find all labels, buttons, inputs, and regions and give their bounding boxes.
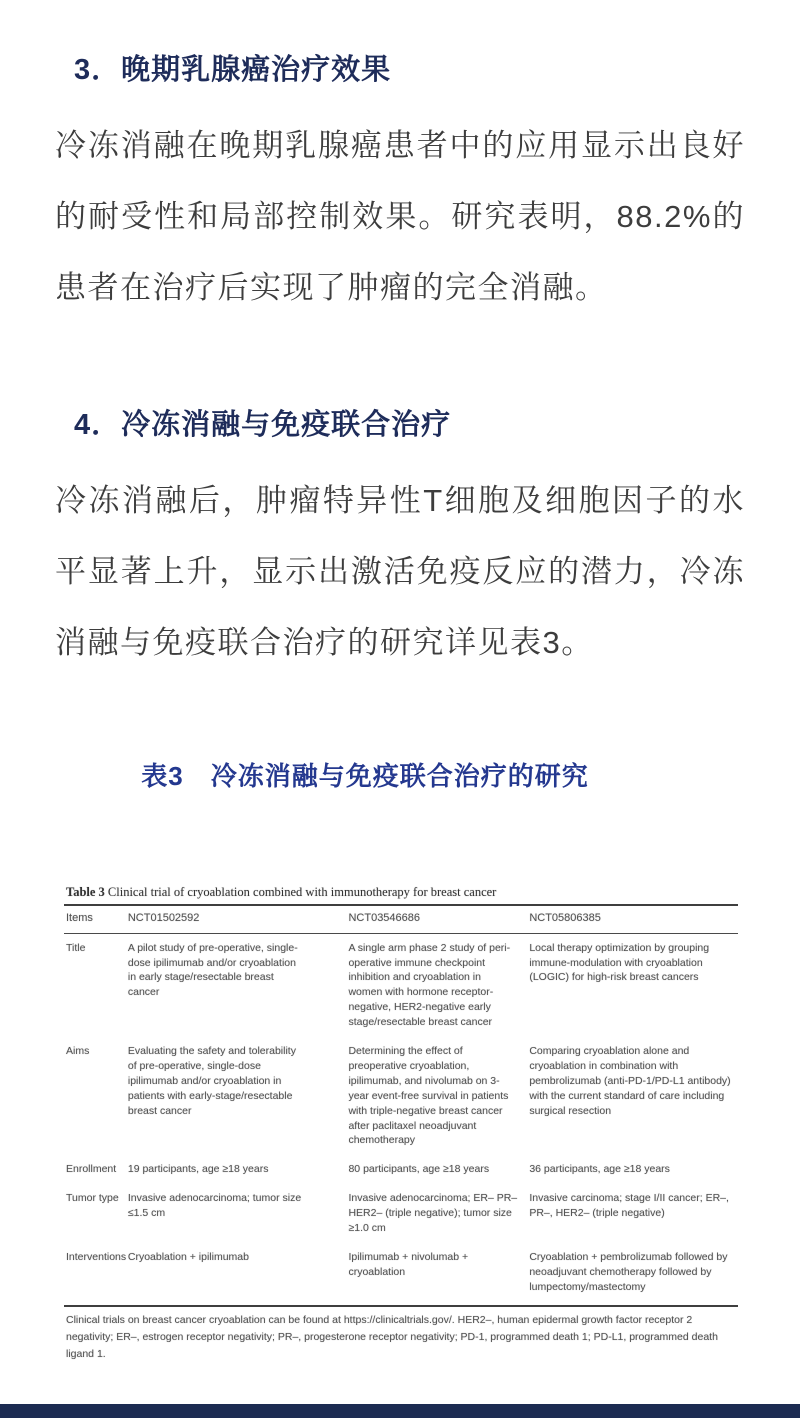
cell-enrollment-3: 36 participants, age ≥18 years xyxy=(529,1163,670,1176)
cell-tumor-type-3: Invasive carcinoma; stage I/II cancer; ER–, PR–, HER2– (triple negative) xyxy=(529,1192,729,1220)
section-4-heading: 4．冷冻消融与免疫联合治疗 xyxy=(74,409,452,441)
header-nct03546686: NCT03546686 xyxy=(346,905,527,933)
section-3-paragraph: 冷冻消融在晚期乳腺癌患者中的应用显示出良好的耐受性和局部控制效果。研究表明，88.2%的患者在治疗后实现了肿瘤的完全消融。 xyxy=(55,128,745,305)
cell-interventions-2: Ipilimumab + nivolumab + cryoablation xyxy=(348,1251,469,1278)
row-label-title: Title xyxy=(66,941,86,954)
header-nct01502592: NCT01502592 xyxy=(126,905,347,933)
cell-tumor-type-2: Invasive adenocarcinoma; ER– PR– HER2– (triple negative); tumor size ≥1.0 cm xyxy=(348,1192,518,1235)
table-row xyxy=(64,1184,738,1243)
row-label-interventions: Interventions xyxy=(66,1251,127,1264)
table-row xyxy=(64,1243,738,1306)
header-items: Items xyxy=(64,905,126,933)
cell-interventions-3: Cryoablation + pembrolizumab followed by neoadjuvant chemotherapy followed by lumpectomy/mastectomy xyxy=(529,1251,728,1293)
cell-title-1: A pilot study of pre-operative, single-dose ipilimumab and/or cryoablation in early stage/resectable breast cancer xyxy=(127,941,298,999)
row-label-aims: Aims xyxy=(66,1045,90,1058)
clinical-trials-table xyxy=(64,904,738,1307)
cell-aims-1: Evaluating the safety and tolerability of pre-operative, single-dose ipilimumab and/or cryoablation in patients with early-stage/resectable breast cancer xyxy=(127,1045,296,1117)
table-footnote: Clinical trials on breast cancer cryoablation can be found at https://clinicaltrials.gov/. HER2–, human epidermal growth factor receptor 2 negativity; ER–, estrogen receptor negativity; PR–, progesterone receptor negativity; PD-1, programmed death 1; PD-L1, programmed death ligand 1. xyxy=(66,1313,718,1360)
cell-aims-3: Comparing cryoablation alone and cryoablation in combination with pembrolizumab (anti-PD-1/PD-L1 antibody) with the current standard of care including surgical resection xyxy=(529,1045,731,1117)
table-caption-label: Table 3 xyxy=(66,885,105,899)
section-3-heading: 3．晚期乳腺癌治疗效果 xyxy=(74,54,392,86)
table-3-figure xyxy=(64,885,738,1363)
table-caption xyxy=(64,885,738,904)
table-3-chinese-title: 表3 冷冻消融与免疫联合治疗的研究 xyxy=(141,761,589,791)
cell-title-3: Local therapy optimization by grouping immune-modulation with cryoablation (LOGIC) for high-risk breast cancers xyxy=(529,941,710,984)
table-caption-text: Clinical trial of cryoablation combined with immunotherapy for breast cancer xyxy=(104,885,497,899)
cell-tumor-type-1: Invasive adenocarcinoma; tumor size ≤1.5 cm xyxy=(127,1192,302,1220)
row-label-enrollment: Enrollment xyxy=(66,1163,117,1176)
row-label-tumor-type: Tumor type xyxy=(66,1192,119,1205)
table-header-row xyxy=(64,905,738,933)
cell-enrollment-1: 19 participants, age ≥18 years xyxy=(127,1163,269,1176)
footer-bar xyxy=(0,1404,800,1418)
table-row xyxy=(64,933,738,1037)
cell-title-2: A single arm phase 2 study of peri-operative immune checkpoint inhibition and cryoablation in women with hormone receptor-negative, HER2-negative early stage/resectable breast cancer xyxy=(348,941,511,1029)
cell-interventions-1: Cryoablation + ipilimumab xyxy=(127,1251,249,1264)
table-row xyxy=(64,1155,738,1184)
section-4-paragraph: 冷冻消融后，肿瘤特异性T细胞及细胞因子的水平显著上升，显示出激活免疫反应的潜力，冷冻消融与免疫联合治疗的研究详见表3。 xyxy=(55,483,745,660)
table-row xyxy=(64,1037,738,1155)
header-nct05806385: NCT05806385 xyxy=(527,905,738,933)
cell-enrollment-2: 80 participants, age ≥18 years xyxy=(348,1163,490,1176)
cell-aims-2: Determining the effect of preoperative cryoablation, ipilimumab, and nivolumab on 3-year event-free survival in patients with triple-negative breast cancer after paclitaxel neoadjuvant chemotherapy xyxy=(348,1045,509,1147)
